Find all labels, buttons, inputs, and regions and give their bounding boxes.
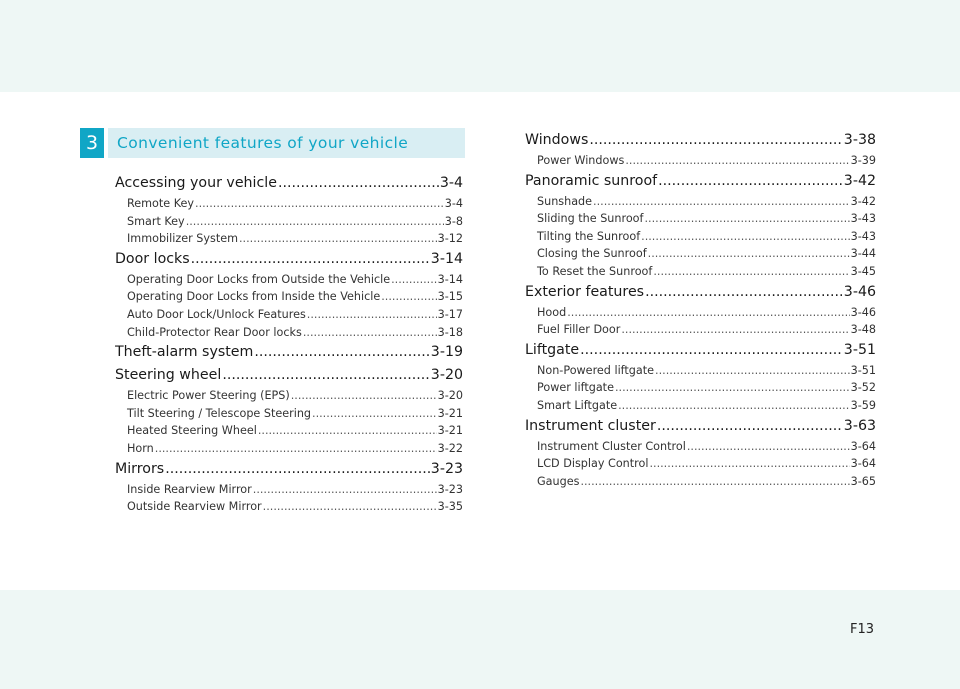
toc-subentry-page: 3-17 [437, 307, 463, 321]
toc-subentry-page: 3-35 [437, 500, 463, 514]
toc-section-page: 3-14 [430, 250, 463, 267]
toc-subentry[interactable] [525, 304, 876, 322]
toc-leader-dots [589, 129, 842, 152]
toc-leader-dots [263, 498, 437, 516]
toc-section-title: Accessing your vehicle [115, 175, 277, 191]
toc-subentry-page: 3-21 [437, 406, 463, 420]
toc-section-entry[interactable] [525, 170, 876, 193]
toc-leader-dots [312, 405, 437, 423]
toc-leader-dots [625, 152, 849, 170]
toc-section-entry[interactable] [115, 341, 463, 364]
toc-subentry-page: 3-52 [850, 381, 876, 395]
toc-subentry-title: Outside Rearview Mirror [127, 500, 262, 514]
toc-leader-dots [278, 172, 439, 195]
toc-leader-dots [307, 306, 437, 324]
chapter-number: 3 [80, 128, 104, 158]
toc-leader-dots [155, 440, 437, 458]
toc-right-column [525, 129, 876, 490]
toc-section-title: Instrument cluster [525, 417, 656, 434]
toc-subentry-title: Tilt Steering / Telescope Steering [127, 406, 312, 420]
toc-section-title: Steering wheel [115, 367, 222, 384]
toc-subentry-title: Instrument Cluster Control [537, 439, 686, 453]
toc-subentry-page: 3-44 [850, 247, 876, 261]
toc-section-entry[interactable] [525, 415, 876, 438]
toc-leader-dots [195, 195, 444, 213]
toc-subentry[interactable] [115, 440, 463, 458]
toc-subentry-title: Sliding the Sunroof [537, 212, 644, 226]
toc-subentry-title: Hood [537, 305, 567, 319]
toc-left-column [115, 172, 463, 516]
toc-subentry-page: 3-4 [444, 197, 463, 210]
toc-subentry[interactable] [525, 210, 876, 228]
toc-leader-dots [649, 455, 849, 473]
toc-section-entry[interactable] [115, 248, 463, 271]
toc-section-entry[interactable] [115, 172, 463, 195]
toc-subentry-title: Smart Key [127, 214, 185, 228]
toc-section-page: 3-46 [843, 283, 876, 300]
toc-subentry-title: Tilting the Sunroof [537, 229, 641, 243]
toc-section-page: 3-51 [843, 341, 876, 358]
toc-section-page: 3-23 [430, 460, 463, 477]
toc-leader-dots [645, 281, 843, 304]
toc-leader-dots [291, 387, 437, 405]
toc-subentry-page: 3-64 [850, 439, 876, 453]
toc-leader-dots [655, 362, 850, 380]
toc-section-entry[interactable] [525, 339, 876, 362]
toc-subentry[interactable] [115, 306, 463, 324]
toc-subentry[interactable] [115, 230, 463, 248]
toc-subentry[interactable] [525, 193, 876, 211]
chapter-header [80, 128, 465, 158]
toc-subentry-title: Horn [127, 441, 154, 455]
toc-subentry-page: 3-64 [850, 457, 876, 471]
toc-subentry[interactable] [525, 379, 876, 397]
toc-leader-dots [391, 271, 436, 289]
bottom-band [0, 590, 960, 689]
toc-leader-dots [644, 210, 849, 228]
toc-subentry-page: 3-22 [437, 441, 463, 455]
toc-subentry-title: Immobilizer System [127, 232, 238, 246]
toc-leader-dots [593, 193, 850, 211]
toc-subentry-title: Auto Door Lock/Unlock Features [127, 307, 306, 321]
toc-subentry-page: 3-18 [437, 325, 463, 339]
toc-subentry[interactable] [525, 455, 876, 473]
toc-leader-dots [222, 364, 429, 387]
toc-leader-dots [381, 288, 436, 306]
toc-section-title: Mirrors [115, 460, 165, 477]
toc-leader-dots [253, 481, 437, 499]
toc-subentry-page: 3-42 [850, 194, 876, 208]
toc-subentry[interactable] [525, 438, 876, 456]
toc-section-title: Windows [525, 132, 589, 148]
toc-subentry-title: Child-Protector Rear Door locks [127, 325, 302, 339]
toc-subentry-title: Electric Power Steering (EPS) [127, 389, 290, 403]
toc-subentry-title: To Reset the Sunroof [537, 264, 653, 278]
toc-subentry[interactable] [525, 397, 876, 415]
toc-subentry-title: Fuel Filler Door [537, 323, 621, 337]
toc-subentry-title: Inside Rearview Mirror [127, 482, 252, 496]
toc-subentry[interactable] [115, 422, 463, 440]
toc-leader-dots [254, 341, 429, 364]
toc-subentry[interactable] [115, 324, 463, 342]
toc-subentry[interactable] [115, 288, 463, 306]
toc-section-page: 3-38 [843, 132, 876, 148]
toc-subentry-page: 3-39 [850, 154, 876, 167]
toc-subentry-page: 3-45 [850, 264, 876, 278]
toc-subentry[interactable] [525, 263, 876, 281]
toc-subentry-page: 3-20 [437, 389, 463, 403]
toc-subentry-page: 3-8 [444, 214, 463, 228]
toc-leader-dots [258, 422, 437, 440]
toc-subentry-page: 3-15 [437, 290, 463, 304]
toc-subentry[interactable] [115, 498, 463, 516]
toc-leader-dots [653, 263, 849, 281]
toc-subentry[interactable] [115, 213, 463, 231]
toc-subentry-title: Power Windows [537, 154, 625, 167]
toc-section-entry[interactable] [525, 281, 876, 304]
toc-subentry-title: Operating Door Locks from Outside the Vehicle [127, 272, 391, 286]
toc-leader-dots [303, 324, 437, 342]
toc-subentry[interactable] [525, 362, 876, 380]
toc-subentry[interactable] [525, 473, 876, 491]
toc-subentry-page: 3-48 [850, 323, 876, 337]
toc-section-title: Panoramic sunroof [525, 172, 658, 189]
toc-subentry-title: LCD Display Control [537, 457, 649, 471]
toc-leader-dots [191, 248, 430, 271]
toc-leader-dots [621, 321, 849, 339]
toc-subentry-title: Non-Powered liftgate [537, 363, 655, 377]
toc-subentry[interactable] [115, 405, 463, 423]
toc-subentry-page: 3-12 [437, 232, 463, 246]
toc-leader-dots [567, 304, 849, 322]
toc-subentry-title: Sunshade [537, 194, 593, 208]
toc-subentry-title: Heated Steering Wheel [127, 424, 257, 438]
toc-section-title: Liftgate [525, 341, 580, 358]
toc-leader-dots [618, 397, 850, 415]
toc-leader-dots [580, 339, 843, 362]
toc-subentry-title: Gauges [537, 474, 580, 488]
toc-section-title: Theft-alarm system [115, 344, 254, 361]
toc-subentry-page: 3-14 [437, 272, 463, 286]
toc-subentry-page: 3-43 [850, 212, 876, 226]
toc-leader-dots [687, 438, 850, 456]
toc-subentry-page: 3-23 [437, 482, 463, 496]
toc-section-page: 3-19 [430, 344, 463, 361]
toc-leader-dots [658, 170, 843, 193]
toc-leader-dots [165, 458, 430, 481]
toc-leader-dots [657, 415, 843, 438]
toc-section-page: 3-20 [430, 367, 463, 384]
toc-leader-dots [186, 213, 444, 231]
toc-subentry-title: Smart Liftgate [537, 398, 618, 412]
toc-subentry-page: 3-51 [850, 363, 876, 377]
toc-subentry-title: Power liftgate [537, 381, 614, 395]
toc-subentry[interactable] [525, 152, 876, 170]
toc-subentry-title: Operating Door Locks from Inside the Vehicle [127, 290, 381, 304]
toc-section-entry[interactable] [115, 364, 463, 387]
toc-subentry[interactable] [115, 481, 463, 499]
top-band [0, 0, 960, 92]
toc-leader-dots [615, 379, 850, 397]
toc-section-title: Door locks [115, 250, 190, 267]
toc-section-entry[interactable] [525, 129, 876, 152]
toc-subentry-title: Closing the Sunroof [537, 247, 647, 261]
toc-subentry-page: 3-65 [850, 474, 876, 488]
toc-subentry[interactable] [525, 245, 876, 263]
toc-leader-dots [641, 228, 849, 246]
toc-subentry[interactable] [115, 195, 463, 213]
toc-section-page: 3-63 [843, 417, 876, 434]
toc-section-entry[interactable] [115, 458, 463, 481]
toc-subentry[interactable] [115, 271, 463, 289]
toc-subentry-page: 3-21 [437, 424, 463, 438]
toc-subentry[interactable] [115, 387, 463, 405]
toc-leader-dots [648, 245, 850, 263]
toc-subentry-page: 3-59 [850, 398, 876, 412]
chapter-title: Convenient features of your vehicle [108, 128, 465, 158]
toc-subentry-page: 3-43 [850, 229, 876, 243]
toc-section-page: 3-4 [439, 175, 463, 191]
toc-section-page: 3-42 [843, 172, 876, 189]
page-number: F13 [850, 622, 875, 637]
toc-subentry[interactable] [525, 228, 876, 246]
toc-leader-dots [580, 473, 849, 491]
toc-section-title: Exterior features [525, 283, 645, 300]
toc-subentry-title: Remote Key [127, 197, 195, 210]
toc-leader-dots [239, 230, 437, 248]
toc-subentry-page: 3-46 [850, 305, 876, 319]
toc-subentry[interactable] [525, 321, 876, 339]
